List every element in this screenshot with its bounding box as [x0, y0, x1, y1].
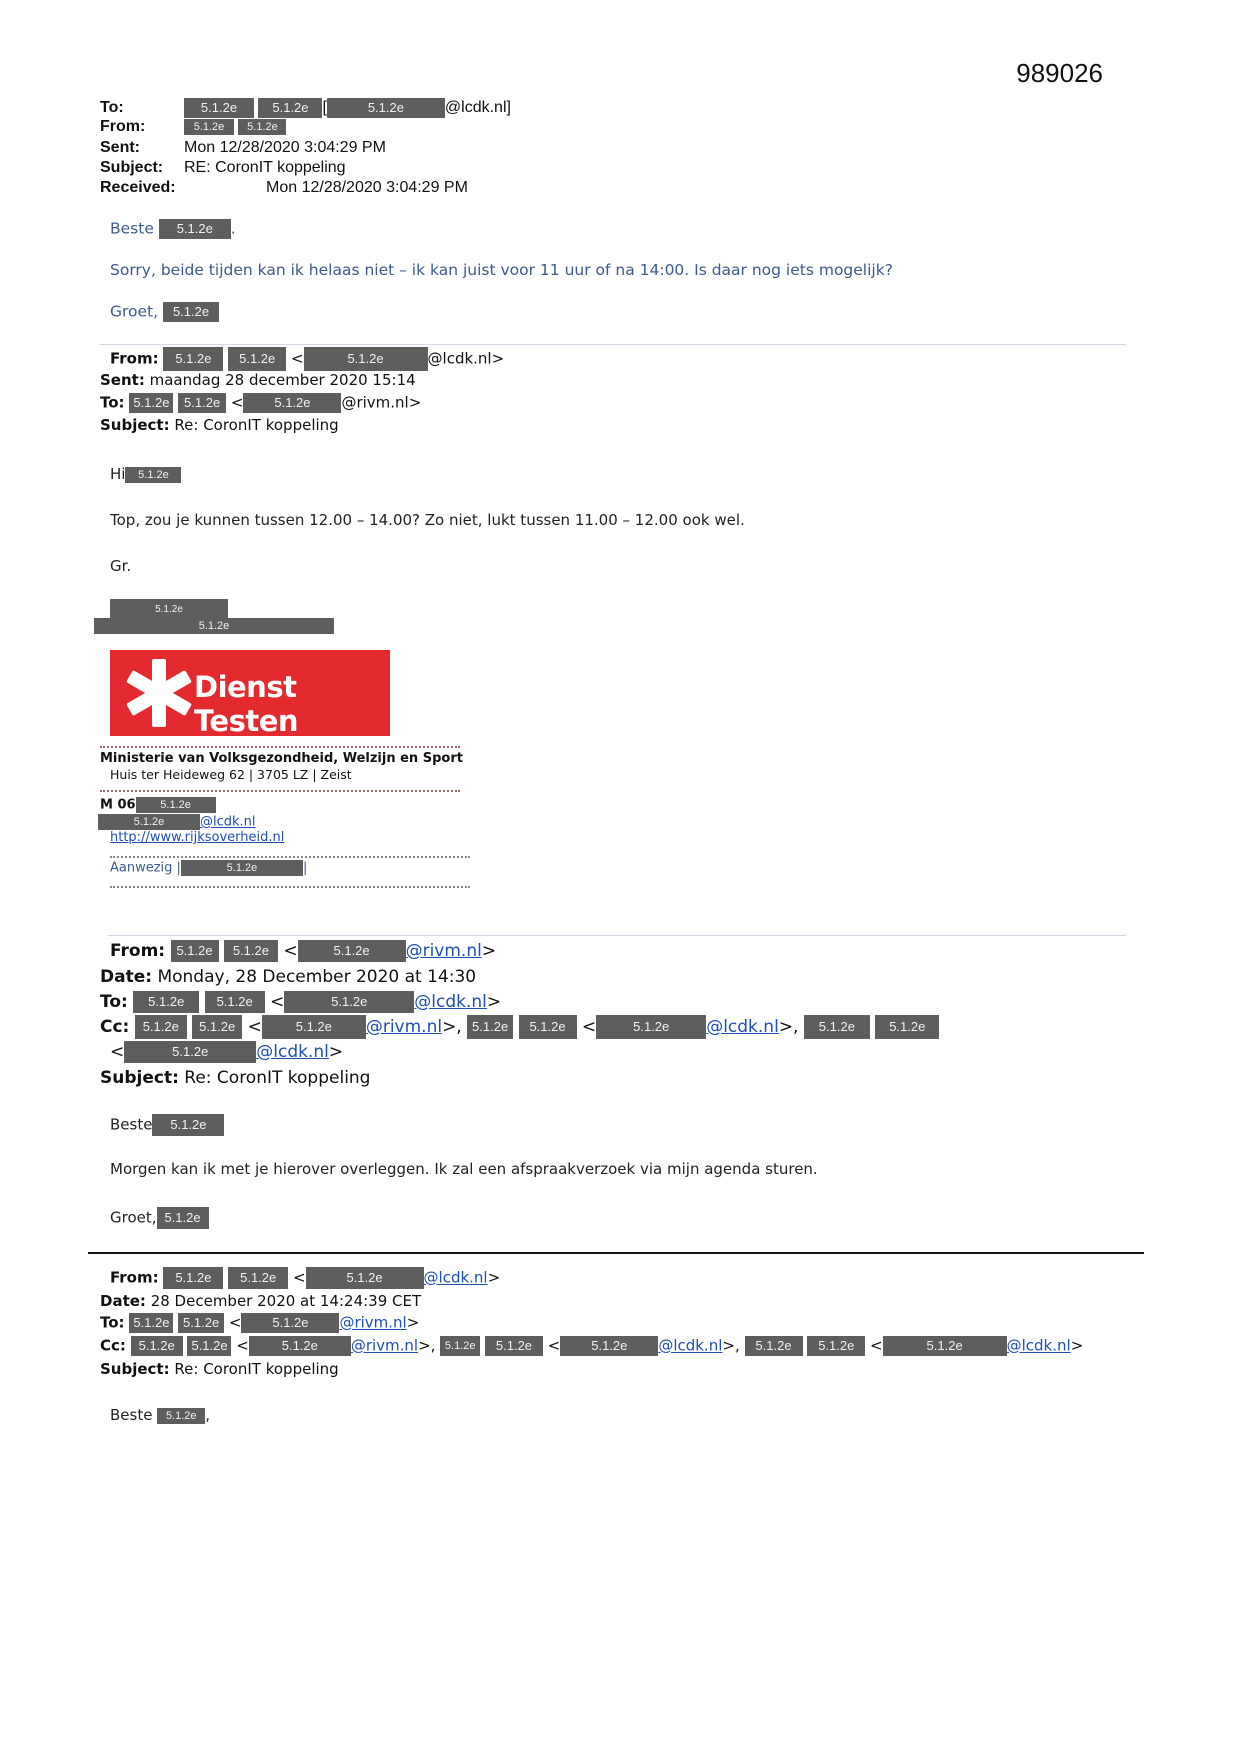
email-link[interactable]: @rivm.nl: [365, 1017, 443, 1037]
received-label: Received:: [100, 179, 176, 196]
mobile-line: [100, 797, 216, 813]
email-domain: @rivm.nl>: [341, 393, 422, 412]
presence-line: Aanwezig | 5.1.2e |: [110, 860, 308, 876]
asterisk-icon: [122, 656, 196, 730]
dotted-divider: [100, 746, 460, 748]
msg3-subject-line: [100, 1068, 370, 1088]
closing-text: Groet,: [110, 302, 159, 321]
redaction-box: 5.1.2e: [178, 1313, 224, 1333]
redaction-box: 5.1.2e: [178, 393, 226, 413]
msg1-subject-line: [100, 159, 346, 177]
signature-email-line: [98, 814, 256, 830]
redaction-box: 5.1.2e: [184, 98, 254, 118]
email-link[interactable]: @rivm.nl: [339, 1313, 407, 1332]
msg2-greeting: [110, 465, 181, 483]
msg3-closing: [110, 1207, 209, 1229]
email-link[interactable]: @lcdk.nl: [658, 1336, 723, 1355]
msg2-to-line: To: 5.1.2e 5.1.2e < 5.1.2e @rivm.nl>: [100, 393, 422, 412]
redaction-box: 5.1.2e: [136, 797, 216, 813]
msg3-cc-line: Cc: 5.1.2e 5.1.2e < 5.1.2e @rivm.nl>, 5.1.2e 5.1.2e < 5.1.2e @lcdk.nl>, 5.1.2e 5.1.2e: [100, 1015, 939, 1039]
redaction-box: 5.1.2e: [306, 1267, 424, 1289]
dotted-divider: [110, 886, 470, 888]
dotted-divider: [110, 856, 470, 858]
msg4-date-line: [100, 1292, 421, 1310]
redaction-box: 5.1.2e: [228, 1267, 288, 1289]
msg1-body: Sorry, beide tijden kan ik helaas niet – ik kan juist voor 11 uur of na 14:00. Is daar nog iets mogelijk?: [110, 261, 893, 279]
cc-label: Cc:: [100, 1336, 126, 1355]
cc-label: Cc:: [100, 1017, 130, 1037]
msg3-to-line: To: 5.1.2e 5.1.2e < 5.1.2e @lcdk.nl>: [100, 992, 502, 1012]
email-domain: @lcdk.nl]: [444, 99, 511, 117]
subject-label: Subject:: [100, 1068, 179, 1088]
sent-label: Sent:: [100, 139, 140, 156]
greeting-text: Beste: [110, 219, 154, 238]
msg1-from-line: [100, 118, 286, 136]
redaction-box: 5.1.2e: [804, 1015, 870, 1039]
msg3-cc-line2: < 5.1.2e @lcdk.nl>: [110, 1042, 344, 1062]
redaction-box: 5.1.2e: [163, 1267, 223, 1289]
redaction-box: 5.1.2e: [238, 119, 286, 135]
msg4-greeting: Beste 5.1.2e ,: [110, 1406, 211, 1424]
msg3-date-line: [100, 967, 476, 987]
subject-value: Re: CoronIT koppeling: [174, 416, 339, 434]
sent-label: Sent:: [100, 371, 145, 389]
subject-value: Re: CoronIT koppeling: [184, 1068, 371, 1088]
website-link[interactable]: http://www.rijksoverheid.nl: [110, 830, 285, 845]
redaction-box: 5.1.2e: [243, 393, 341, 413]
date-label: Date:: [100, 1292, 146, 1310]
sent-value: Mon 12/28/2020 3:04:29 PM: [184, 139, 386, 156]
from-label: From:: [110, 349, 159, 368]
redaction-box: 5.1.2e: [163, 347, 223, 371]
separator: [108, 935, 1126, 936]
redaction-box: 5.1.2e: [298, 940, 406, 962]
greeting-text: Hi: [110, 465, 126, 483]
from-label: From:: [100, 118, 146, 135]
redaction-box: 5.1.2e: [249, 1336, 351, 1356]
msg3-body: Morgen kan ik met je hierover overleggen. Ik zal een afspraakverzoek via mijn agenda sturen.: [110, 1160, 818, 1178]
redaction-box: 5.1.2e: [205, 991, 265, 1013]
redaction-box: 5.1.2e: [519, 1015, 577, 1039]
redaction-box: 5.1.2e: [129, 393, 173, 413]
msg1-greeting: Beste 5.1.2e .: [110, 219, 236, 238]
redaction-box: 5.1.2e: [135, 1015, 187, 1039]
signature-email-link[interactable]: @lcdk.nl: [200, 814, 256, 830]
subject-value: RE: CoronIT koppeling: [184, 159, 346, 176]
redaction-box: 5.1.2e: [262, 1015, 366, 1039]
redaction-box: 5.1.2e: [125, 467, 181, 483]
greeting-text: Beste: [110, 1406, 153, 1424]
to-label: To:: [100, 1313, 125, 1332]
redaction-box: 5.1.2e: [258, 98, 322, 118]
email-link[interactable]: @lcdk.nl: [256, 1042, 329, 1062]
subject-value: Re: CoronIT koppeling: [174, 1360, 339, 1378]
redaction-box: 5.1.2e: [187, 1336, 231, 1356]
redaction-box: 5.1.2e: [875, 1015, 939, 1039]
msg3-greeting: [110, 1114, 224, 1136]
msg2-body: Top, zou je kunnen tussen 12.00 – 14.00? Zo niet, lukt tussen 11.00 – 12.00 ook wel.: [110, 511, 745, 529]
redaction-box: 5.1.2e: [485, 1336, 543, 1356]
ministry-address: Huis ter Heideweg 62 | 3705 LZ | Zeist: [110, 767, 352, 782]
logo-text: Dienst Testen: [194, 670, 299, 738]
email-link[interactable]: @lcdk.nl: [1006, 1336, 1071, 1355]
dienst-testen-logo: [110, 650, 390, 736]
msg4-cc-line: Cc: 5.1.2e 5.1.2e < 5.1.2e @rivm.nl>, 5.1.2e 5.1.2e < 5.1.2e @lcdk.nl>, 5.1.2e 5.1.2e < 5.1.2e @lcdk.nl>: [100, 1336, 1084, 1355]
redaction-box: 5.1.2e: [124, 1041, 256, 1063]
msg2-subject-line: [100, 416, 339, 434]
date-label: Date:: [100, 967, 153, 987]
closing-text: Groet,: [110, 1208, 157, 1227]
redaction-box: 5.1.2e: [228, 347, 286, 371]
redaction-box: 5.1.2e: [883, 1336, 1007, 1356]
msg4-to-line: To: 5.1.2e 5.1.2e < 5.1.2e @rivm.nl>: [100, 1313, 420, 1332]
date-value: Monday, 28 December 2020 at 14:30: [157, 967, 477, 987]
greeting-text: Beste: [110, 1115, 153, 1134]
msg2-closing: Gr.: [110, 557, 132, 575]
email-link[interactable]: @lcdk.nl: [414, 992, 487, 1012]
redaction-box: 5.1.2e: [184, 119, 234, 135]
email-domain: @lcdk.nl>: [427, 349, 505, 368]
redaction-box: 5.1.2e: [133, 991, 199, 1013]
redaction-box: 5.1.2e: [467, 1015, 513, 1039]
page-number: 989026: [1016, 58, 1103, 88]
redaction-box: 5.1.2e: [224, 940, 278, 962]
presence-label: Aanwezig |: [110, 860, 181, 876]
redaction-box: 5.1.2e: [157, 1207, 209, 1229]
redaction-box: 5.1.2e: [98, 814, 200, 830]
redaction-box: 5.1.2e: [159, 219, 231, 239]
redaction-box: 5.1.2e: [157, 1408, 205, 1424]
redaction-box: 5.1.2e: [129, 1313, 173, 1333]
redaction-box: 5.1.2e: [94, 618, 334, 634]
to-label: To:: [100, 992, 128, 1012]
redaction-box: 5.1.2e: [131, 1336, 183, 1356]
signature-title: [94, 617, 334, 635]
subject-label: Subject:: [100, 1360, 170, 1378]
redaction-box: 5.1.2e: [807, 1336, 865, 1356]
redaction-box: 5.1.2e: [163, 302, 219, 322]
redaction-box: 5.1.2e: [110, 599, 228, 621]
date-value: 28 December 2020 at 14:24:39 CET: [150, 1292, 422, 1310]
msg4-from-line: From: 5.1.2e 5.1.2e < 5.1.2e @lcdk.nl>: [110, 1267, 500, 1289]
email-link[interactable]: @lcdk.nl: [706, 1017, 779, 1037]
dotted-divider: [100, 790, 460, 792]
redaction-box: 5.1.2e: [596, 1015, 706, 1039]
to-label: To:: [100, 99, 124, 117]
subject-label: Subject:: [100, 159, 164, 176]
mobile-label: M 06: [100, 797, 136, 813]
redaction-box: 5.1.2e: [440, 1336, 480, 1356]
redaction-box: 5.1.2e: [241, 1313, 339, 1333]
redaction-box: 5.1.2e: [181, 860, 303, 876]
msg3-from-line: From: 5.1.2e 5.1.2e < 5.1.2e @rivm.nl>: [110, 941, 497, 961]
received-value: Mon 12/28/2020 3:04:29 PM: [266, 179, 468, 196]
sent-value: maandag 28 december 2020 15:14: [149, 371, 416, 389]
msg1-sent-line: [100, 139, 386, 157]
from-label: From:: [110, 1268, 159, 1287]
redaction-box: 5.1.2e: [327, 98, 445, 118]
redaction-box: 5.1.2e: [284, 991, 414, 1013]
msg1-to-line: To: 5.1.2e 5.1.2e [ 5.1.2e @lcdk.nl]: [100, 99, 511, 117]
redaction-box: 5.1.2e: [152, 1114, 224, 1136]
separator: [100, 344, 1126, 345]
redaction-box: 5.1.2e: [192, 1015, 242, 1039]
separator: [88, 1252, 1144, 1254]
from-label: From:: [110, 941, 166, 961]
msg2-sent-line: [100, 371, 416, 389]
redaction-box: 5.1.2e: [745, 1336, 803, 1356]
redaction-box: 5.1.2e: [560, 1336, 658, 1356]
msg1-closing: [110, 302, 219, 322]
to-label: To:: [100, 393, 125, 412]
msg2-from-line: From: 5.1.2e 5.1.2e < 5.1.2e @lcdk.nl>: [110, 347, 504, 371]
ministry-name: Ministerie van Volksgezondheid, Welzijn en Sport: [100, 751, 463, 766]
email-link[interactable]: @lcdk.nl: [423, 1268, 488, 1287]
msg4-subject-line: [100, 1360, 339, 1378]
redaction-box: 5.1.2e: [304, 347, 428, 371]
msg1-received-line: [100, 179, 468, 197]
email-link[interactable]: @rivm.nl: [350, 1336, 419, 1355]
email-link[interactable]: @rivm.nl: [405, 941, 482, 961]
redaction-box: 5.1.2e: [171, 940, 219, 962]
subject-label: Subject:: [100, 416, 170, 434]
